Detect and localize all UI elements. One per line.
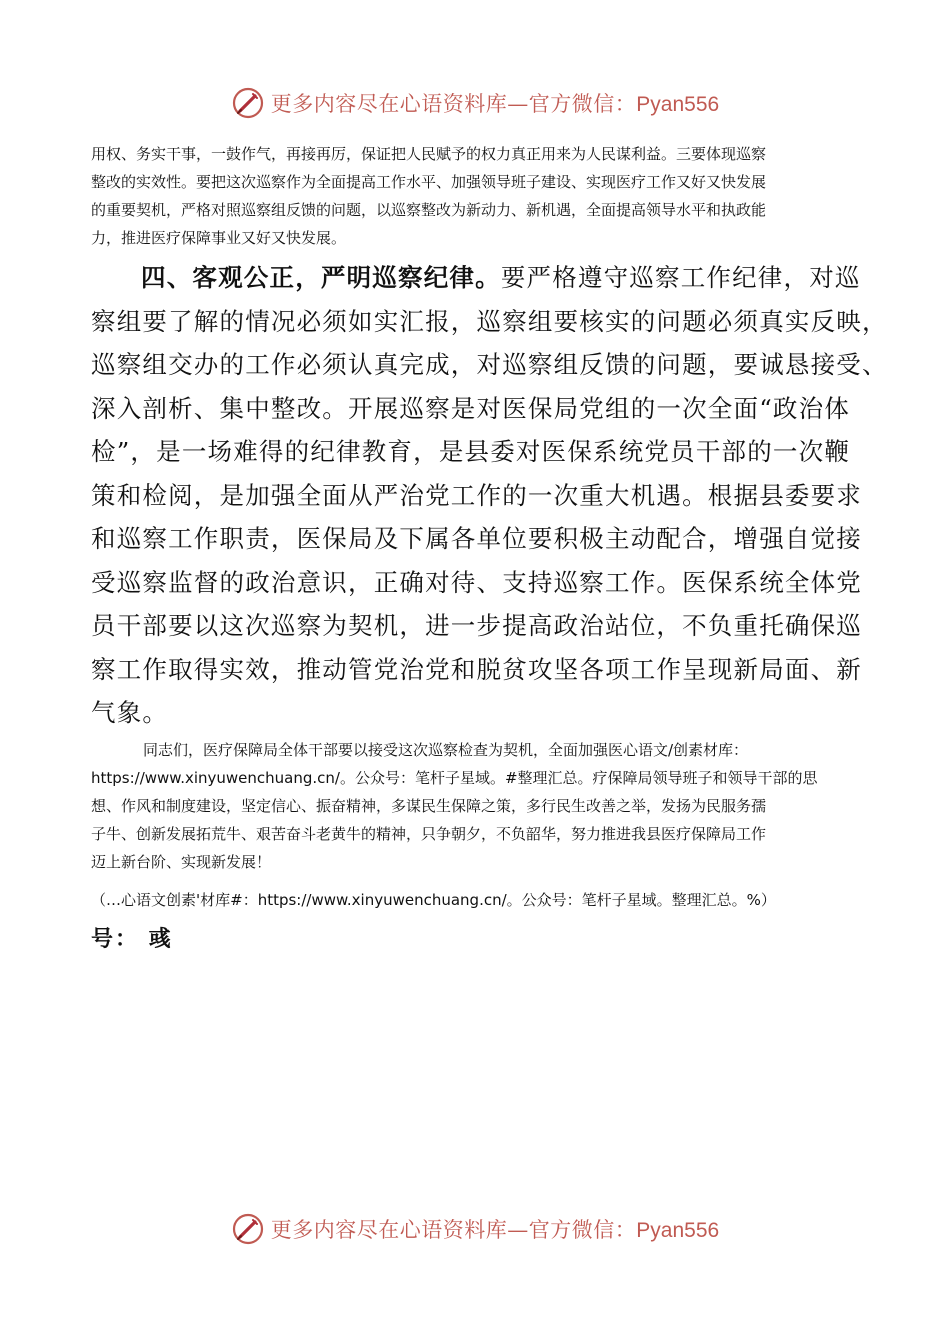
text-line: 力，推进医疗保障事业又好又快发展。 <box>91 229 347 247</box>
text-line: 和巡察工作职责，医保局及下属各单位要积极主动配合，增强自觉接 <box>91 524 862 553</box>
banner-text: 更多内容尽在心语资料库—官方微信：Pyan556 <box>270 1218 720 1242</box>
text-line: https://www.xinyuwenchuang.cn/。公众号：笔杆子星域。#整理汇总。疗保障局领导班子和领导干部的思 <box>91 769 818 787</box>
text-line: 深入剖析、集中整改。开展巡察是对医保局党组的一次全面“政治体 <box>91 393 851 423</box>
section-heading-line: 四、客观公正，严明巡察纪律。要严格遵守巡察工作纪律，对巡 <box>141 263 861 292</box>
text-line: 整改的实效性。要把这次巡察作为全面提高工作水平、加强领导班子建设、实现医疗工作又好又快发展 <box>91 173 767 191</box>
section-heading: 四、客观公正，严明巡察纪律。 <box>141 263 501 292</box>
banner-wechat-id: Pyan556 <box>636 93 720 116</box>
banner-text: 更多内容尽在心语资料库—官方微信：Pyan556 <box>270 92 720 116</box>
text-line: 察工作取得实效，推动管党治党和脱贫攻坚各项工作呈现新局面、新 <box>91 654 862 684</box>
banner-wechat-id: Pyan556 <box>636 1219 720 1242</box>
pen-logo-icon <box>231 1212 265 1246</box>
text-line: 子牛、创新发展拓荒牛、艰苦奋斗老黄牛的精神，只争朝夕，不负韶华，努力推进我县医疗保障局工作 <box>91 825 767 843</box>
closing-paragraph <box>91 736 861 876</box>
footer-banner <box>0 1209 950 1249</box>
header-banner <box>0 83 950 123</box>
text-line: 策和检阅，是加强全面从严治党工作的一次重大机遇。根据县委要求 <box>91 480 862 510</box>
section-four <box>91 256 888 735</box>
source-note: （…心语文创素'材库#：https://www.xinyuwenchuang.cn/。公众号：笔杆子星域。整理汇总。%） <box>91 891 776 909</box>
trailing-mark: 号： 彧 <box>91 926 173 952</box>
intro-paragraph <box>91 140 861 252</box>
pen-logo-icon <box>231 86 265 120</box>
text-line: 的重要契机，严格对照巡察组反馈的问题，以巡察整改为新动力、新机遇，全面提高领导水平和执政能 <box>91 201 767 219</box>
text-line: 同志们，医疗保障局全体干部要以接受这次巡察检查为契机，全面加强医心语文/创素材库： <box>143 741 749 759</box>
text-line: 检”，是一场难得的纪律教育，是县委对医保系统党员干部的一次鞭 <box>91 437 851 466</box>
text-line: 员干部要以这次巡察为契机，进一步提高政治站位，不负重托确保巡 <box>91 611 862 640</box>
text-line: 察组要了解的情况必须如实汇报，巡察组要核实的问题必须真实反映， <box>91 306 888 336</box>
text-line: 巡察组交办的工作必须认真完成，对巡察组反馈的问题，要诚恳接受、 <box>91 350 888 379</box>
text-line: 想、作风和制度建设，坚定信心、振奋精神，多谋民生保障之策，多行民生改善之举，发扬为民服务孺 <box>91 797 767 815</box>
text-line: 用权、务实干事，一鼓作气，再接再厉，保证把人民赋予的权力真正用来为人民谋利益。三要体现巡察 <box>91 145 767 163</box>
text-line: 迈上新台阶、实现新发展！ <box>91 853 272 871</box>
text-line: 受巡察监督的政治意识，正确对待、支持巡察工作。医保系统全体党 <box>91 567 862 597</box>
text-line: 气象。 <box>91 698 169 727</box>
